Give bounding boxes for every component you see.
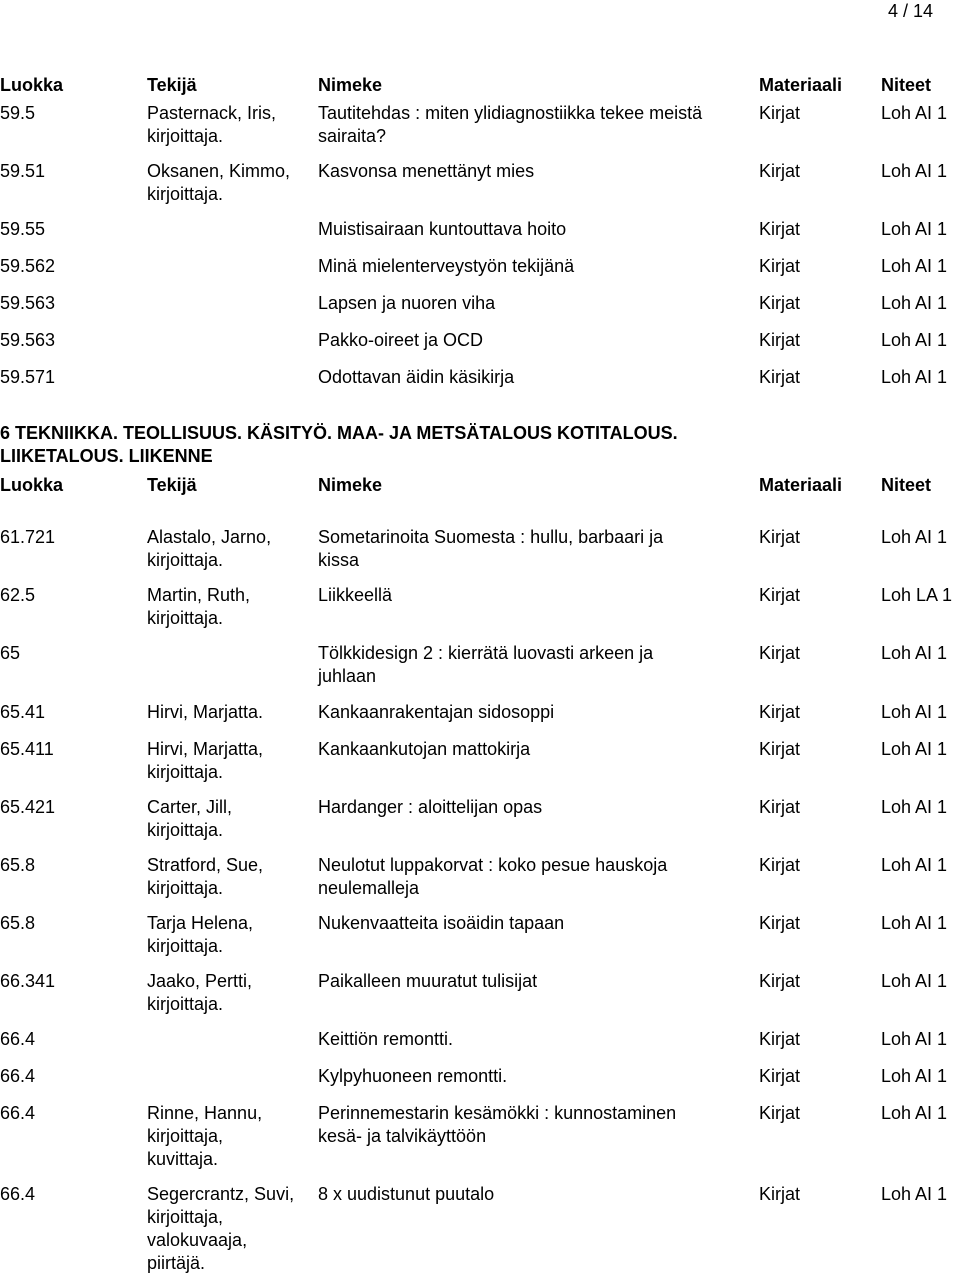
nimeke-line: Minä mielenterveystyön tekijänä [318,256,575,276]
cell-niteet: Loh AI 1 [881,1184,948,1204]
cell-niteet: Loh AI 1 [881,256,948,276]
header-tekija: Tekijä [147,475,197,495]
cell-luokka: 61.721 [0,527,56,547]
cell-niteet: Loh AI 1 [881,1066,948,1086]
nimeke-line: sairaita? [318,126,387,146]
cell-luokka: 65.8 [0,855,36,875]
cell-nimeke [318,1028,758,1051]
nimeke-line: Odottavan äidin käsikirja [318,367,515,387]
cell-nimeke [318,292,758,315]
nimeke-line: kesä- ja talvikäyttöön [318,1126,487,1146]
cell-nimeke [318,912,758,935]
cell-materiaali: Kirjat [759,855,801,875]
cell-tekija [147,738,315,784]
cell-luokka: 59.55 [0,219,46,239]
cell-materiaali: Kirjat [759,913,801,933]
cell-materiaali: Kirjat [759,1029,801,1049]
cell-niteet: Loh AI 1 [881,161,948,181]
cell-niteet: Loh AI 1 [881,855,948,875]
tekija-line: kuvittaja. [147,1149,219,1169]
cell-materiaali: Kirjat [759,219,801,239]
header-nimeke: Nimeke [318,75,383,95]
section-heading-line-2: LIIKETALOUS. LIIKENNE [0,446,213,466]
cell-niteet: Loh AI 1 [881,913,948,933]
cell-nimeke [318,160,758,183]
cell-tekija [147,102,315,148]
header-luokka: Luokka [0,75,64,95]
cell-materiaali: Kirjat [759,702,801,722]
cell-materiaali: Kirjat [759,293,801,313]
tekija-line: Segercrantz, Suvi, [147,1184,295,1204]
cell-luokka: 66.341 [0,971,56,991]
cell-niteet: Loh AI 1 [881,330,948,350]
cell-luokka: 65.411 [0,739,54,759]
cell-nimeke [318,1102,758,1148]
nimeke-line: Kasvonsa menettänyt mies [318,161,535,181]
tekija-line: Alastalo, Jarno, [147,527,272,547]
cell-materiaali: Kirjat [759,797,801,817]
nimeke-line: Neulotut luppakorvat : koko pesue hauskoja [318,855,668,875]
cell-nimeke [318,584,758,607]
cell-niteet: Loh AI 1 [881,219,948,239]
section-heading [0,422,800,468]
cell-niteet: Loh AI 1 [881,1103,948,1123]
header-materiaali: Materiaali [759,75,843,95]
tekija-line: kirjoittaja. [147,184,224,204]
cell-luokka: 59.562 [0,256,56,276]
cell-nimeke [318,329,758,352]
cell-nimeke [318,738,758,761]
cell-nimeke [318,796,758,819]
cell-luokka: 59.5 [0,103,36,123]
nimeke-line: juhlaan [318,666,377,686]
cell-niteet: Loh AI 1 [881,1029,948,1049]
nimeke-line: Kankaanrakentajan sidosoppi [318,702,555,722]
nimeke-line: Lapsen ja nuoren viha [318,293,496,313]
cell-nimeke [318,218,758,241]
cell-nimeke [318,642,758,688]
cell-niteet: Loh AI 1 [881,103,948,123]
tekija-line: kirjoittaja. [147,608,224,628]
tekija-line: kirjoittaja. [147,550,224,570]
nimeke-line: Kylpyhuoneen remontti. [318,1066,508,1086]
header-materiaali: Materiaali [759,475,843,495]
cell-nimeke [318,1065,758,1088]
header-nimeke: Nimeke [318,475,383,495]
cell-niteet: Loh AI 1 [881,293,948,313]
tekija-line: kirjoittaja. [147,126,224,146]
header-tekija: Tekijä [147,75,197,95]
tekija-line: Tarja Helena, [147,913,254,933]
cell-niteet: Loh AI 1 [881,527,948,547]
cell-nimeke [318,1183,758,1206]
nimeke-line: Liikkeellä [318,585,393,605]
cell-nimeke [318,102,758,148]
cell-materiaali: Kirjat [759,161,801,181]
nimeke-line: Muistisairaan kuntouttava hoito [318,219,567,239]
cell-materiaali: Kirjat [759,1184,801,1204]
cell-luokka: 66.4 [0,1103,36,1123]
cell-tekija [147,701,322,724]
cell-materiaali: Kirjat [759,367,801,387]
page-number: 4 / 14 [888,1,934,21]
nimeke-line: neulemalleja [318,878,420,898]
cell-tekija [147,584,315,630]
cell-materiaali: Kirjat [759,643,801,663]
cell-nimeke [318,970,758,993]
cell-nimeke [318,526,758,572]
cell-materiaali: Kirjat [759,585,801,605]
cell-tekija [147,912,315,958]
header-niteet: Niteet [881,475,932,495]
cell-materiaali: Kirjat [759,739,801,759]
tekija-line: kirjoittaja. [147,994,224,1014]
cell-materiaali: Kirjat [759,330,801,350]
cell-luokka: 65.421 [0,797,56,817]
nimeke-line: Tölkkidesign 2 : kierrätä luovasti arkeen ja [318,643,654,663]
tekija-line: Stratford, Sue, [147,855,264,875]
tekija-line: Hirvi, Marjatta. [147,702,264,722]
cell-tekija [147,854,315,900]
cell-tekija [147,970,315,1016]
cell-tekija [147,1183,315,1275]
cell-materiaali: Kirjat [759,1066,801,1086]
cell-niteet: Loh AI 1 [881,739,948,759]
tekija-line: Jaako, Pertti, [147,971,253,991]
tekija-line: piirtäjä. [147,1253,206,1273]
cell-tekija [147,160,315,206]
cell-nimeke [318,366,758,389]
tekija-line: kirjoittaja, [147,1126,224,1146]
nimeke-line: Kankaankutojan mattokirja [318,739,531,759]
tekija-line: Martin, Ruth, [147,585,251,605]
cell-tekija [147,796,315,842]
nimeke-line: Pakko-oireet ja OCD [318,330,484,350]
cell-niteet: Loh AI 1 [881,702,948,722]
cell-luokka: 59.563 [0,293,56,313]
tekija-line: kirjoittaja. [147,936,224,956]
cell-materiaali: Kirjat [759,971,801,991]
cell-luokka: 59.51 [0,161,46,181]
cell-nimeke [318,255,758,278]
tekija-line: Rinne, Hannu, [147,1103,263,1123]
cell-luokka: 65 [0,643,21,663]
cell-luokka: 66.4 [0,1029,36,1049]
cell-nimeke [318,854,758,900]
section-heading-line-1: 6 TEKNIIKKA. TEOLLISUUS. KÄSITYÖ. MAA- JA METSÄTALOUS KOTITALOUS. [0,423,678,443]
nimeke-line: kissa [318,550,360,570]
tekija-line: kirjoittaja. [147,878,224,898]
cell-materiaali: Kirjat [759,1103,801,1123]
cell-materiaali: Kirjat [759,527,801,547]
tekija-line: valokuvaaja, [147,1230,248,1250]
cell-niteet: Loh LA 1 [881,585,953,605]
tekija-line: kirjoittaja. [147,820,224,840]
nimeke-line: Sometarinoita Suomesta : hullu, barbaari ja [318,527,664,547]
cell-tekija [147,526,315,572]
cell-luokka: 66.4 [0,1066,36,1086]
tekija-line: kirjoittaja, [147,1207,224,1227]
header-niteet: Niteet [881,75,932,95]
tekija-line: Hirvi, Marjatta, [147,739,264,759]
cell-niteet: Loh AI 1 [881,643,948,663]
nimeke-line: Tautitehdas : miten ylidiagnostiikka tekee meistä [318,103,703,123]
cell-luokka: 66.4 [0,1184,36,1204]
cell-niteet: Loh AI 1 [881,797,948,817]
cell-niteet: Loh AI 1 [881,367,948,387]
cell-luokka: 65.41 [0,702,46,722]
tekija-line: Pasternack, Iris, [147,103,277,123]
cell-luokka: 65.8 [0,913,36,933]
tekija-line: Oksanen, Kimmo, [147,161,291,181]
tekija-line: kirjoittaja. [147,762,224,782]
cell-luokka: 59.571 [0,367,56,387]
tekija-line: Carter, Jill, [147,797,233,817]
cell-luokka: 62.5 [0,585,36,605]
cell-materiaali: Kirjat [759,256,801,276]
header-luokka: Luokka [0,475,64,495]
cell-tekija [147,1102,315,1171]
nimeke-line: Paikalleen muuratut tulisijat [318,971,538,991]
cell-nimeke [318,701,758,724]
nimeke-line: Perinnemestarin kesämökki : kunnostaminen [318,1103,677,1123]
nimeke-line: Nukenvaatteita isoäidin tapaan [318,913,565,933]
cell-luokka: 59.563 [0,330,56,350]
nimeke-line: Hardanger : aloittelijan opas [318,797,543,817]
cell-niteet: Loh AI 1 [881,971,948,991]
nimeke-line: 8 x uudistunut puutalo [318,1184,495,1204]
nimeke-line: Keittiön remontti. [318,1029,454,1049]
cell-materiaali: Kirjat [759,103,801,123]
